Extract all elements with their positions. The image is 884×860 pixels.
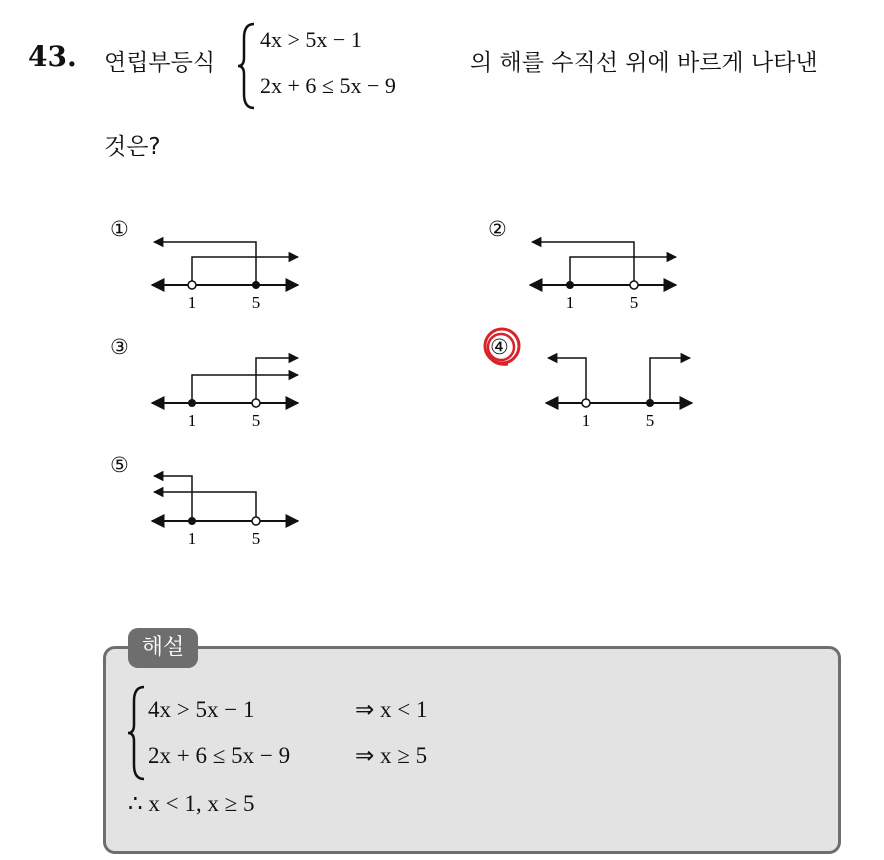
solution-row2-right: ⇒ x ≥ 5 xyxy=(355,743,428,768)
option-3-numberline[interactable] xyxy=(148,350,308,430)
option-1-numberline[interactable] xyxy=(148,232,308,312)
solution-row1-left: 4x > 5x − 1 xyxy=(148,697,255,722)
option-4-numberline[interactable] xyxy=(542,350,702,430)
inequality-1: 4x > 5x − 1 xyxy=(260,27,362,52)
option-4-label[interactable]: ④ xyxy=(490,335,509,359)
option-5-label[interactable]: ⑤ xyxy=(110,453,129,477)
option-1-label[interactable]: ① xyxy=(110,217,129,241)
option-4-tick-1: 1 xyxy=(581,411,591,430)
solution-brace xyxy=(126,683,148,783)
option-2-numberline[interactable] xyxy=(526,232,686,312)
question-number: 43. xyxy=(28,40,77,73)
option-1-tick-5: 5 xyxy=(251,293,261,312)
question-suffix: 의 해를 수직선 위에 바르게 나타낸 xyxy=(470,50,818,76)
solution-row2-left: 2x + 6 ≤ 5x − 9 xyxy=(148,743,291,768)
option-1-tick-1: 1 xyxy=(187,293,197,312)
solution-tag: 해설 xyxy=(128,628,198,668)
inequality-2: 2x + 6 ≤ 5x − 9 xyxy=(260,73,396,98)
option-2-label[interactable]: ② xyxy=(488,217,507,241)
option-5-numberline[interactable] xyxy=(148,468,308,548)
option-5-tick-1: 1 xyxy=(187,529,197,548)
question-line2: 것은? xyxy=(104,134,161,160)
solution-row1-right: ⇒ x < 1 xyxy=(355,697,428,722)
option-5-tick-5: 5 xyxy=(251,529,261,548)
option-3-label[interactable]: ③ xyxy=(110,335,129,359)
option-2-tick-1: 1 xyxy=(565,293,575,312)
option-3-tick-5: 5 xyxy=(251,411,261,430)
option-3-tick-1: 1 xyxy=(187,411,197,430)
option-2-tick-5: 5 xyxy=(629,293,639,312)
question-prefix: 연립부등식 xyxy=(104,50,216,76)
option-4-tick-5: 5 xyxy=(645,411,655,430)
question-brace xyxy=(236,20,258,112)
solution-conclusion: ∴ x < 1, x ≥ 5 xyxy=(128,791,255,816)
